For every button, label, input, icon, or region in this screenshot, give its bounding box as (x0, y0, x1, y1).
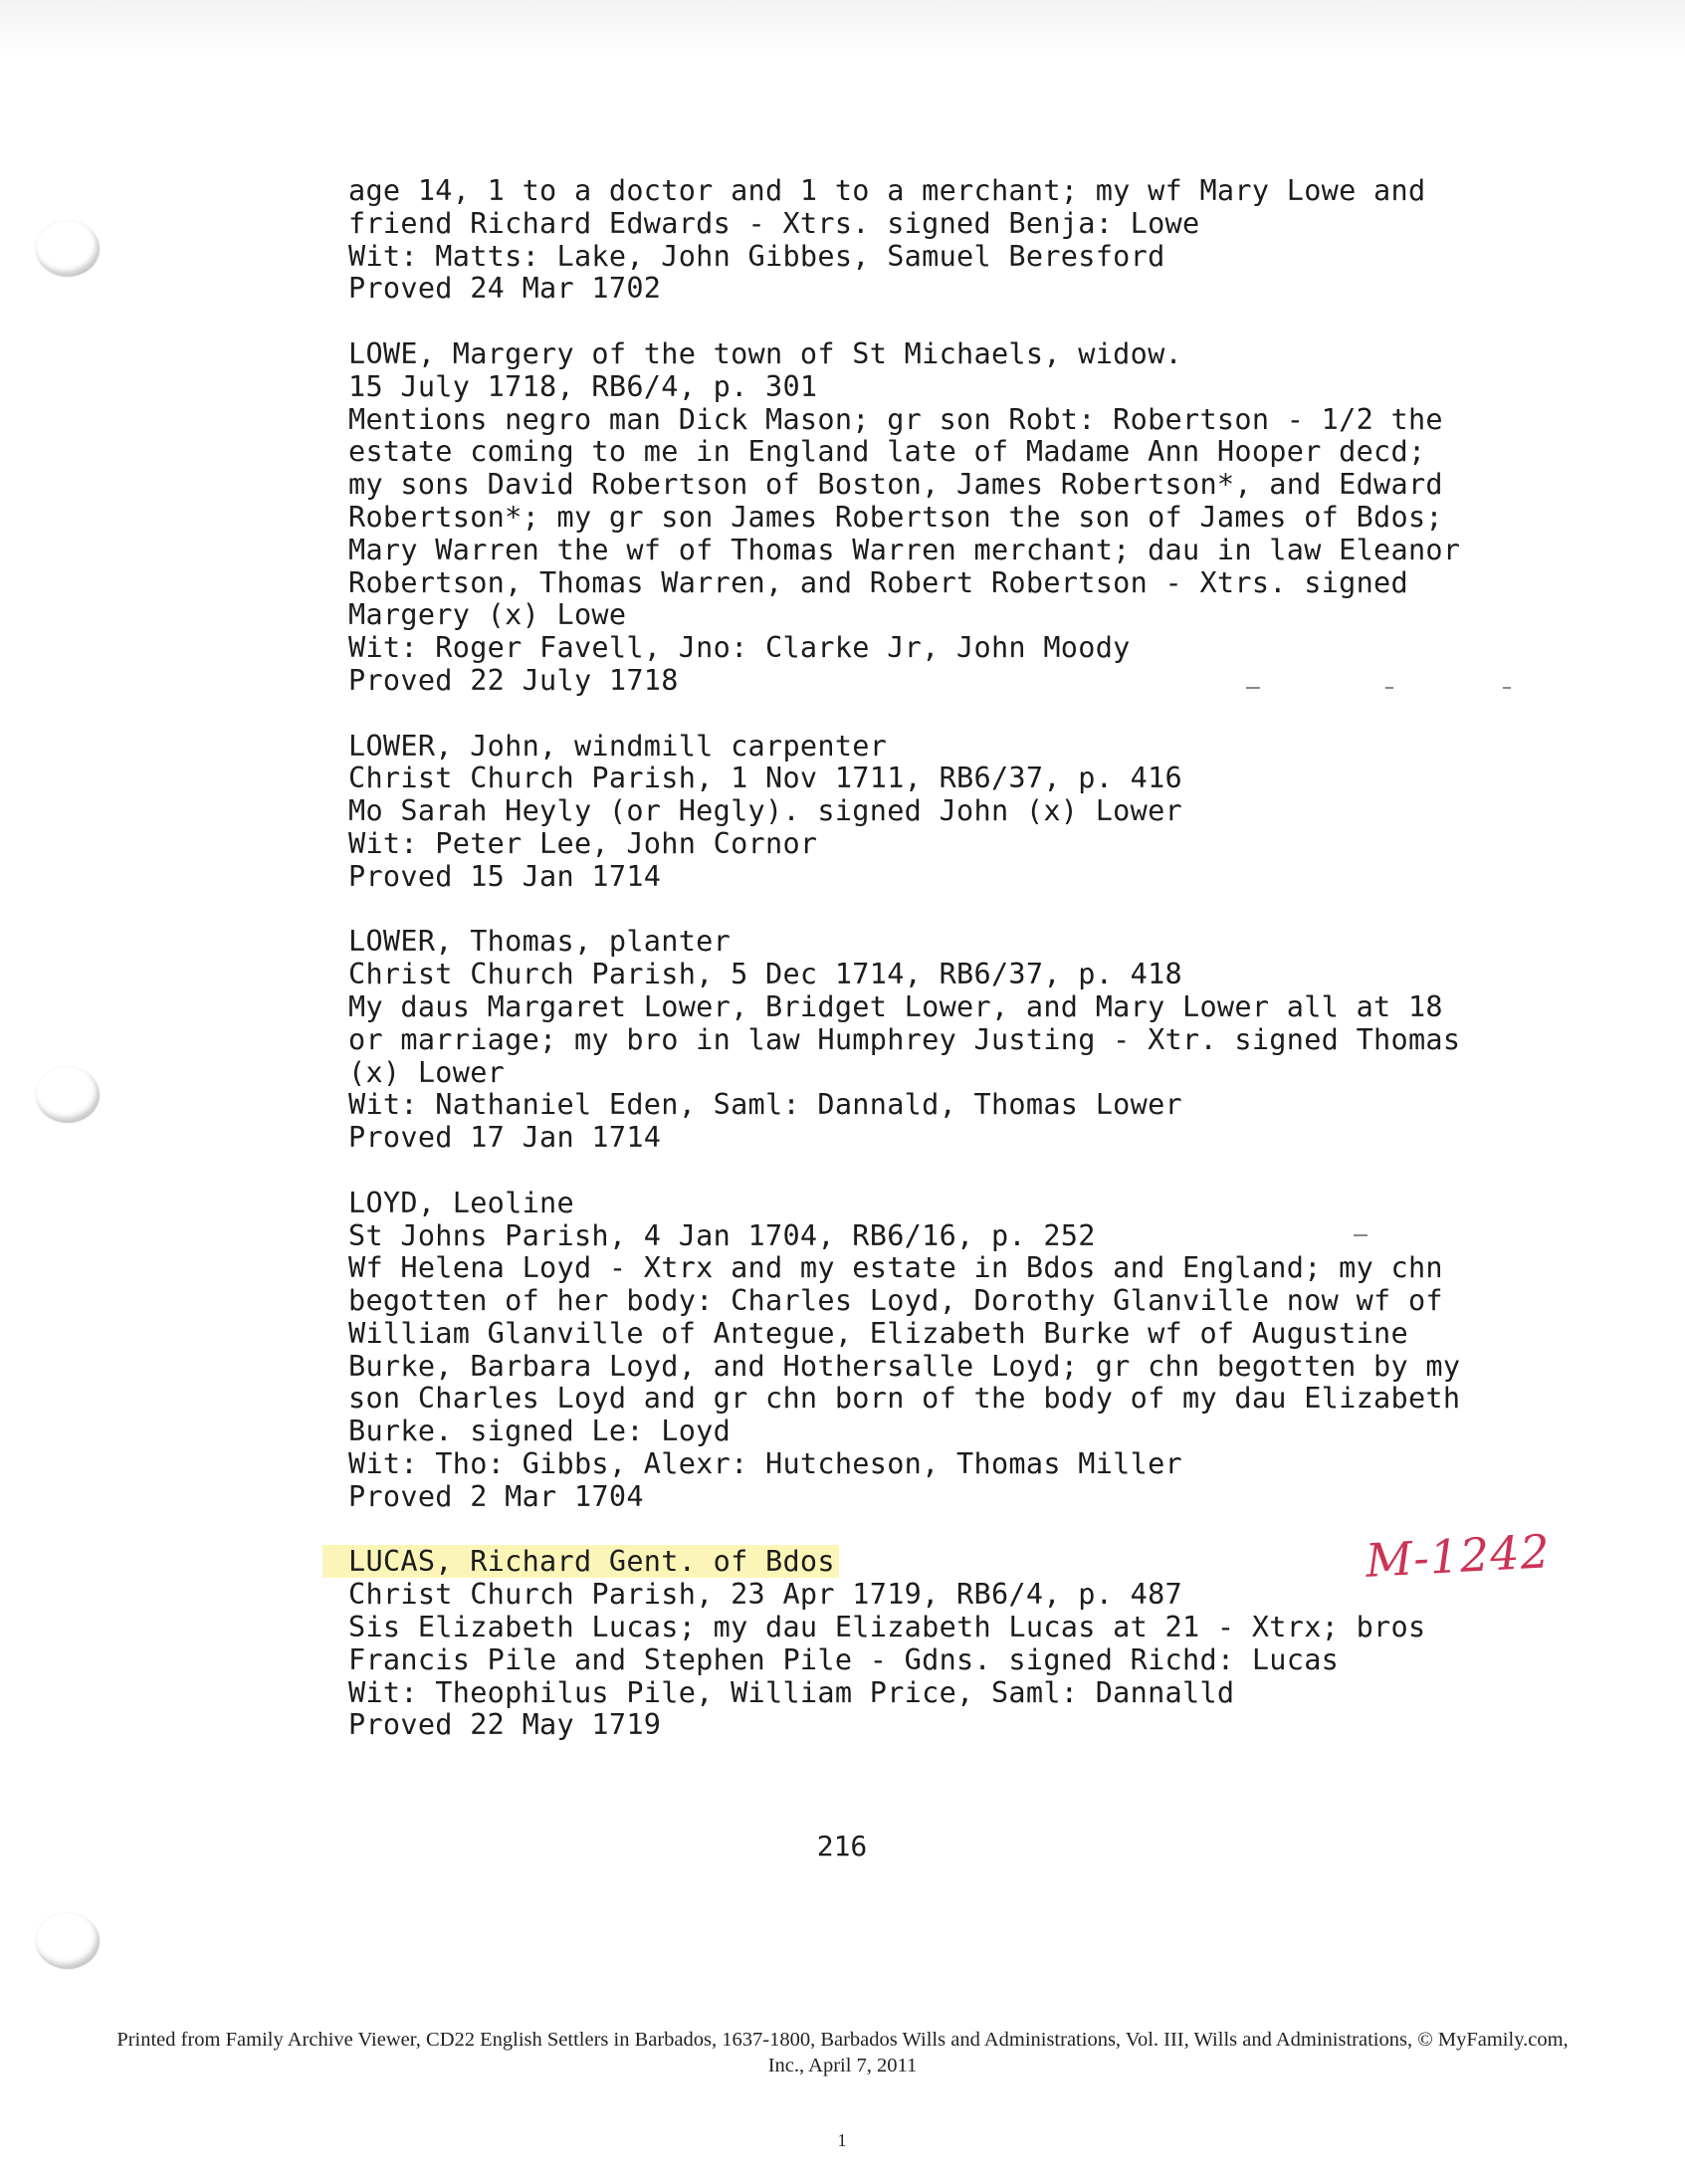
will-entry (348, 338, 1473, 698)
entry-line: St Johns Parish, 4 Jan 1704, RB6/16, p. 252 (348, 1218, 1096, 1252)
will-entry (348, 1188, 1473, 1514)
entry-line: Mentions negro man Dick Mason; gr son Robt: Robertson - 1/2 the (348, 402, 1443, 436)
entry-line: Wit: Theophilus Pile, William Price, Saml: Dannalld (348, 1675, 1235, 1709)
entry-line: William Glanville of Antegue, Elizabeth Burke wf of Augustine (348, 1316, 1408, 1350)
entry-line: Wit: Matts: Lake, John Gibbes, Samuel Beresford (348, 239, 1165, 273)
entry-line: Wit: Tho: Gibbs, Alexr: Hutcheson, Thomas Miller (348, 1447, 1183, 1481)
entry-heading (348, 1546, 1473, 1579)
scan-speck (1385, 687, 1393, 689)
entry-line: Proved 15 Jan 1714 (348, 859, 662, 893)
punch-hole-bottom (36, 1913, 100, 1969)
entry-line: Burke, Barbara Loyd, and Hothersalle Loyd; gr chn begotten by my (348, 1349, 1461, 1383)
entry-line: my sons David Robertson of Boston, James Robertson*, and Edward (348, 468, 1443, 502)
print-footer (40, 2027, 1645, 2078)
entry-line-first: LOYD, Leoline (348, 1186, 574, 1219)
entry-line: My daus Margaret Lower, Bridget Lower, and Mary Lower all at 18 (348, 989, 1443, 1023)
scan-speck (1354, 1234, 1368, 1236)
entry-line: Mary Warren the wf of Thomas Warren merchant; dau in law Eleanor (348, 533, 1461, 566)
entry-lines (348, 1579, 1473, 1742)
scan-edge-shadow (0, 0, 1685, 60)
entry-line: Proved 24 Mar 1702 (348, 272, 662, 306)
entry-line: Wit: Peter Lee, John Cornor (348, 826, 818, 860)
entry-line: Wit: Roger Favell, Jno: Clarke Jr, John Moody (348, 631, 1131, 665)
entry-line: son Charles Loyd and gr chn born of the body of my dau Elizabeth (348, 1382, 1461, 1416)
entry-line-first: age 14, 1 to a doctor and 1 to a merchant; my wf Mary Lowe and (348, 174, 1426, 207)
print-page-number: 1 (837, 2130, 847, 2150)
entry-line: Burke. signed Le: Loyd (348, 1415, 732, 1448)
entry-line: Christ Church Parish, 23 Apr 1719, RB6/4, p. 487 (348, 1578, 1183, 1612)
footer-line-1: Printed from Family Archive Viewer, CD22 English Settlers in Barbados, 1637-1800, Barbados Wills and Administrations, Vol. III, Wills and Administrations, © MyFamily.com, (116, 2029, 1569, 2051)
entry-line: Robertson*; my gr son James Robertson the son of James of Bdos; (348, 500, 1443, 534)
will-entry (348, 731, 1473, 894)
entry-line-first: LOWER, John, windmill carpenter (348, 729, 888, 763)
entry-line: Proved 2 Mar 1704 (348, 1479, 644, 1513)
entry-line: Christ Church Parish, 1 Nov 1711, RB6/37, p. 416 (348, 762, 1183, 795)
entry-list (348, 175, 1473, 1514)
entry-line: Margery (x) Lowe (348, 598, 627, 632)
entry-line: Proved 22 May 1719 (348, 1708, 662, 1742)
handwritten-note: M-1242 (1364, 1524, 1553, 1588)
entry-line: Sis Elizabeth Lucas; my dau Elizabeth Lucas at 21 - Xtrx; bros (348, 1611, 1426, 1644)
entry-line: or marriage; my bro in law Humphrey Justing - Xtr. signed Thomas (348, 1022, 1461, 1056)
entry-line: Francis Pile and Stephen Pile - Gdns. signed Richd: Lucas (348, 1642, 1340, 1676)
highlighted-heading: LUCAS, Richard Gent. of Bdos (322, 1545, 839, 1578)
entry-lucas (348, 1546, 1473, 1742)
entry-line: estate coming to me in England late of Madame Ann Hooper decd; (348, 435, 1426, 469)
page-number: 216 (816, 1830, 868, 1862)
entry-line: friend Richard Edwards - Xtrs. signed Benja: Lowe (348, 206, 1200, 240)
entry-line: Christ Church Parish, 5 Dec 1714, RB6/37, p. 418 (348, 958, 1183, 991)
entry-line: Wf Helena Loyd - Xtrx and my estate in Bdos and England; my chn (348, 1251, 1443, 1285)
will-entry (348, 926, 1473, 1155)
punch-hole-top (36, 221, 100, 277)
footer-line-2: Inc., April 7, 2011 (767, 2055, 918, 2076)
entry-line: Proved 17 Jan 1714 (348, 1121, 662, 1155)
entry-line: (x) Lower (348, 1055, 506, 1089)
punch-hole-middle (36, 1067, 100, 1123)
scan-speck (1246, 687, 1260, 689)
entry-line-first: LOWER, Thomas, planter (348, 925, 732, 959)
entry-line: 15 July 1718, RB6/4, p. 301 (348, 369, 818, 403)
entry-line: Wit: Nathaniel Eden, Saml: Dannald, Thomas Lower (348, 1088, 1183, 1122)
entry-line: Robertson, Thomas Warren, and Robert Robertson - Xtrs. signed (348, 565, 1408, 599)
entry-line: begotten of her body: Charles Loyd, Dorothy Glanville now wf of (348, 1284, 1443, 1318)
will-abstracts-text (348, 175, 1473, 1775)
entry-line-first: LOWE, Margery of the town of St Michaels, widow. (348, 336, 1183, 370)
entry-line: Proved 22 July 1718 (348, 663, 679, 697)
will-entry (348, 175, 1473, 306)
entry-line: Mo Sarah Heyly (or Hegly). signed John (x) Lower (348, 794, 1183, 828)
scan-speck (1503, 687, 1511, 689)
